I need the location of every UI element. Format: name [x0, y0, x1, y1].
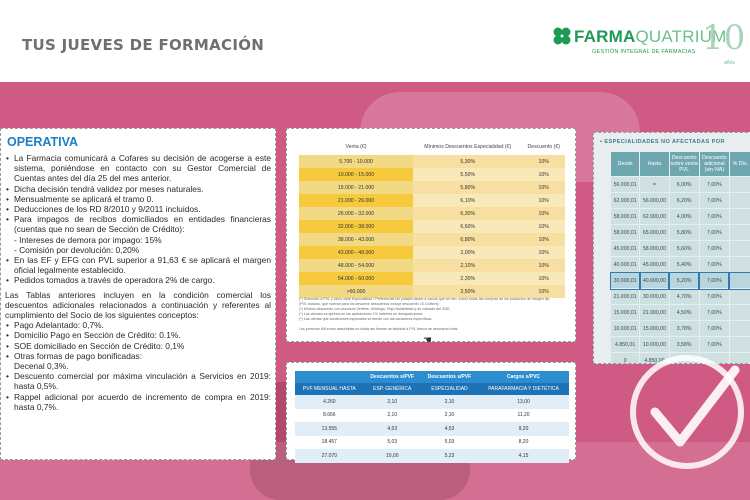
table-cell: 5,80% [669, 225, 699, 241]
table-row [299, 181, 565, 194]
table-cell: 2,10 [364, 409, 421, 423]
list-item: • Deducciones de los RD 8/2010 y 9/2011 incluidos. [5, 204, 271, 214]
table-cell: 4,50% [669, 305, 699, 321]
table-row [299, 272, 565, 285]
column-header: Descuento adicional (sin IVA) [699, 152, 729, 177]
table-cell: 30.000,00 [640, 289, 669, 305]
table-cell: 10% [522, 246, 565, 259]
table-row [295, 409, 569, 423]
hand-cursor-icon: ☚ [423, 335, 432, 346]
column-group-header: Descuentos s/PVF [421, 371, 478, 383]
table-cell: 6,10% [413, 194, 522, 207]
table-cell: 10% [522, 194, 565, 207]
table-cell: 2,50% [413, 285, 522, 298]
table-cell: 10% [522, 272, 565, 285]
table-cell: 10% [522, 207, 565, 220]
column-header: Venta (€) [345, 144, 367, 150]
table-cell: 9,20 [478, 422, 569, 436]
operativa-title: OPERATIVA [7, 135, 79, 149]
list-item: • Dicha decisión tendrá validez por meses naturales. [5, 184, 271, 194]
table-cell: 8.666 [295, 409, 364, 423]
list-item: • Mensualmente se aplicará el tramo 0. [5, 194, 271, 204]
table-cell: 5,30% [413, 155, 522, 168]
table-cell: = [640, 177, 669, 193]
list-item: • Otras formas de pago bonificadas: [5, 351, 271, 361]
column-header: Hasta [640, 152, 669, 177]
list-item: • Pedidos tomados a través de operadora 2% de cargo. [5, 275, 271, 285]
farmaquatrium-logo [552, 18, 746, 70]
table-cell: 5.700 - 10.000 [299, 155, 413, 168]
table-cell: 7,00% [699, 289, 729, 305]
table-cell [729, 241, 750, 257]
table-header-row [295, 383, 569, 395]
table-cell: 27.070 [295, 449, 364, 463]
list-subitem: - Intereses de demora por impago: 15% [14, 234, 162, 245]
operativa-list [5, 153, 271, 412]
table-row [611, 257, 750, 273]
table-cell: 10% [522, 220, 565, 233]
table-row [611, 305, 750, 321]
table-cell: 5,20% [669, 273, 699, 289]
table-cell [729, 225, 750, 241]
list-item: • La Farmacia comunicará a Cofares su decisión de acogerse a este sistema, poniéndose en contacto con su Gestor Comercial de Cuentas antes del día 25 del mes anterior. [5, 153, 271, 184]
table-cell: 4,53 [421, 422, 478, 436]
table-cell: 21.000,01 [611, 289, 640, 305]
table-cell: 56.000,01 [611, 177, 640, 193]
tramos-table [299, 139, 565, 298]
table-cell: 5,50% [413, 168, 522, 181]
table-row [611, 177, 750, 193]
table-cell: 65.000,00 [640, 225, 669, 241]
table-cell: 58.000,01 [611, 225, 640, 241]
list-item: • Pago Adelantado: 0,7%. [5, 320, 271, 330]
footnote: (*) Los clientes se aprecia en las aplicaciones 1% inviertes en desapariciones [299, 312, 423, 316]
table-row [299, 168, 565, 181]
table-cell: 7,00% [699, 193, 729, 209]
table-cell: 58.000,00 [640, 241, 669, 257]
table-cell: 43.000 - 48.000 [299, 246, 413, 259]
table-row [611, 193, 750, 209]
footnote: (*) Mínimo descuento con procesos Vehfere, Kitstlogn, Flujo Notabilidad y de cobrado del SOE [299, 307, 450, 311]
table-cell: 38.000 - 43.000 [299, 233, 413, 246]
column-header: Descuento (€) [527, 144, 561, 150]
table-cell: 4.260 [295, 395, 364, 409]
footnote: (*) Las ofertas que condiciones especiales se tiende con las caracteres específicas. [299, 317, 433, 321]
table-row [299, 194, 565, 207]
table-cell: 5,60% [669, 241, 699, 257]
table-cell: 48.000 - 54.000 [299, 259, 413, 272]
operativa-card [0, 128, 276, 460]
table-cell: 4,15 [478, 449, 569, 463]
table-cell: 7,00% [699, 241, 729, 257]
table-cell: 15.000 - 21.000 [299, 181, 413, 194]
table-row [299, 233, 565, 246]
footnote: (*) Selección a PVL y cinco siete Especialidad / Preferencial los potajes dados a vacíos que se han. Incluir todas las compras de los productos de margen fijo. [299, 297, 551, 301]
table-cell: 7,00% [699, 257, 729, 273]
table-cell: 10% [522, 155, 565, 168]
table-cell: 4,00% [669, 209, 699, 225]
table-cell: 10% [522, 181, 565, 194]
table-row [611, 321, 750, 337]
table-cell: 5,03 [421, 436, 478, 450]
table-cell: 58.000,01 [611, 209, 640, 225]
column-group-header: Descuentos s/PVF [364, 371, 421, 383]
table-row [299, 155, 565, 168]
table-cell: 15.000,01 [611, 305, 640, 321]
table-cell: 30.000,01 [611, 273, 640, 289]
table-row [299, 259, 565, 272]
table-cell: 7,00% [699, 305, 729, 321]
column-header: Descuento sobre venta PVL [669, 152, 699, 177]
table-row [295, 395, 569, 409]
especialidades-card [593, 132, 750, 364]
anniversary-label: años [724, 60, 735, 66]
table-cell: 7,00% [699, 177, 729, 193]
table-cell: 5,03 [364, 436, 421, 450]
table-cell [729, 289, 750, 305]
list-item: • SOE domiciliado en Sección de Crédito: 0,1% [5, 341, 271, 351]
table-cell [729, 273, 750, 289]
list-item: • Descuento comercial por máxima vinculación a Servicios en 2019: hasta 0,5%. [5, 371, 271, 391]
list-item: • Rappel adicional por acuerdo de incremento de compra en 2019: hasta 0,7%. [5, 392, 271, 412]
table-cell: 10.000,01 [611, 321, 640, 337]
table-row [611, 209, 750, 225]
table-row [295, 422, 569, 436]
table-cell: 10.000,00 [640, 337, 669, 353]
table-cell [729, 257, 750, 273]
table-cell: 11,20 [478, 409, 569, 423]
table-row [295, 449, 569, 463]
table-cell: 13.555 [295, 422, 364, 436]
page-title: TUS JUEVES DE FORMACIÓN [22, 36, 265, 54]
table-cell: 54.000 - 60.000 [299, 272, 413, 285]
table-cell: 7,00% [699, 321, 729, 337]
table-cell: 3,58% [669, 337, 699, 353]
table-row [295, 436, 569, 450]
table-header-row [611, 152, 750, 177]
table-cell: 6,20% [669, 193, 699, 209]
table-cell: 10% [522, 233, 565, 246]
table-cell [729, 305, 750, 321]
column-header: ESPECIALIDAD [421, 383, 478, 395]
table-cell: 10% [522, 285, 565, 298]
list-item: • En las EF y EFG con PVL superior a 91,63 € se aplicará el margen oficial legalmente establecido. [5, 255, 271, 275]
table-cell: 10.000 - 15.000 [299, 168, 413, 181]
table-cell: 45.000,00 [640, 257, 669, 273]
table-cell: 40.000,00 [640, 273, 669, 289]
table-cell: 5,80% [413, 181, 522, 194]
column-header: PARAFARMACIA Y DIETÉTICA [478, 383, 569, 395]
table-cell: 5,40% [669, 257, 699, 273]
list-subitem: - Comisión por devolución: 0,20% [14, 244, 140, 255]
table-cell: 10,00 [364, 449, 421, 463]
footnote: Los primeros 6/8 euros absorbidas en todas las formas de factorial a PVL franca de descuento total. [299, 327, 459, 331]
table-cell: 2,30% [413, 272, 522, 285]
table-row [299, 246, 565, 259]
table-cell: 2,10 [364, 395, 421, 409]
table-cell: 8,20 [478, 436, 569, 450]
column-header: Desde [611, 152, 640, 177]
table-cell: 7,00% [699, 209, 729, 225]
footnote: (PVL incluido, que nuevos para los devuelve descuentos incluye descuento 10 Cofares) [299, 302, 439, 306]
table-cell [729, 321, 750, 337]
table-cell: 40.000,01 [611, 257, 640, 273]
table-cell: 32.000 - 38.000 [299, 220, 413, 233]
list-item: • Para impagos de recibos domiciliados en entidades financieras (cuentas que no sean de Sección de Crédito): [5, 214, 271, 234]
table-cell: 2,10% [413, 259, 522, 272]
table-cell: 2,00% [413, 246, 522, 259]
table-cell: 4.850,01 [611, 337, 640, 353]
table-cell: 7,00% [699, 337, 729, 353]
table-header-row [299, 139, 565, 155]
table-cell: 15.000,00 [640, 321, 669, 337]
table-cell: 6,80% [413, 233, 522, 246]
table-row [611, 289, 750, 305]
table-group-header-row [295, 371, 569, 383]
table-cell: 7,00% [699, 273, 729, 289]
descuentos-card [286, 362, 576, 460]
table-cell: 4,53 [364, 422, 421, 436]
table-cell: 10% [522, 259, 565, 272]
table-cell: 0 [611, 353, 640, 365]
tramos-footnotes [299, 297, 565, 332]
descuentos-table [295, 371, 569, 463]
table-cell: 56.000,00 [640, 193, 669, 209]
table-row [299, 220, 565, 233]
table-cell: >60.000 [299, 285, 413, 298]
logo-tagline: GESTIÓN INTEGRAL DE FARMACIAS [592, 49, 696, 55]
column-group-header: Cargos s/PVC [478, 371, 569, 383]
table-cell: 2,10 [421, 395, 478, 409]
table-cell [729, 193, 750, 209]
table-cell: 3,78% [669, 321, 699, 337]
table-cell: 62.000,01 [611, 193, 640, 209]
column-header: % Dto. [729, 152, 750, 177]
header [0, 0, 750, 82]
table-cell: 62.000,00 [640, 209, 669, 225]
table-row [611, 241, 750, 257]
table-cell [729, 209, 750, 225]
table-cell: 6,00% [669, 177, 699, 193]
table-cell: 10% [522, 168, 565, 181]
list-subitem: Decenal 0,3%. [14, 361, 69, 372]
table-row [299, 207, 565, 220]
table-cell: 45.000,01 [611, 241, 640, 257]
table-cell: 4,70% [669, 289, 699, 305]
list-item: • Domicilio Pago en Sección de Crédito: 0.1%. [5, 330, 271, 340]
table-cell: 21.000,00 [640, 305, 669, 321]
table-cell: 26.000 - 32.000 [299, 207, 413, 220]
table-cell: 6,30% [413, 207, 522, 220]
column-group-header [295, 371, 364, 383]
table-cell: 18.457 [295, 436, 364, 450]
table-cell: 6,60% [413, 220, 522, 233]
logo-brand: FARMAQUATRIUM [574, 27, 727, 46]
table-cell: 13,00 [478, 395, 569, 409]
operativa-paragraph: Las Tablas anteriores incluyen en la condición comercial los descuentos adicionales relacionados a continuación y referentes al cumplimiento del Socio de los siguientes conceptos: [5, 289, 271, 321]
column-header: ESP. GENÉRICA [364, 383, 421, 395]
table-cell: 2,10 [421, 409, 478, 423]
table-cell [729, 177, 750, 193]
clover-icon [552, 26, 572, 46]
table-row [611, 225, 750, 241]
checkmark-badge-icon [625, 350, 745, 490]
anniversary-number: 10 [702, 18, 746, 58]
especialidades-title: ▪ ESPECIALIDADES NO AFECTADAS POR [600, 139, 725, 145]
especialidades-table [610, 151, 750, 364]
table-cell: 4.850,00 [640, 353, 669, 365]
table-row-highlighted [611, 273, 750, 289]
tramos-card [286, 128, 576, 342]
table-cell: 7,00% [699, 225, 729, 241]
table-cell: 21.000 - 26.000 [299, 194, 413, 207]
column-header: Mínimos Descuentos Especialidad (€) [424, 144, 512, 150]
column-header: PVF MENSUAL HASTA [295, 383, 364, 395]
table-cell: 5,23 [421, 449, 478, 463]
